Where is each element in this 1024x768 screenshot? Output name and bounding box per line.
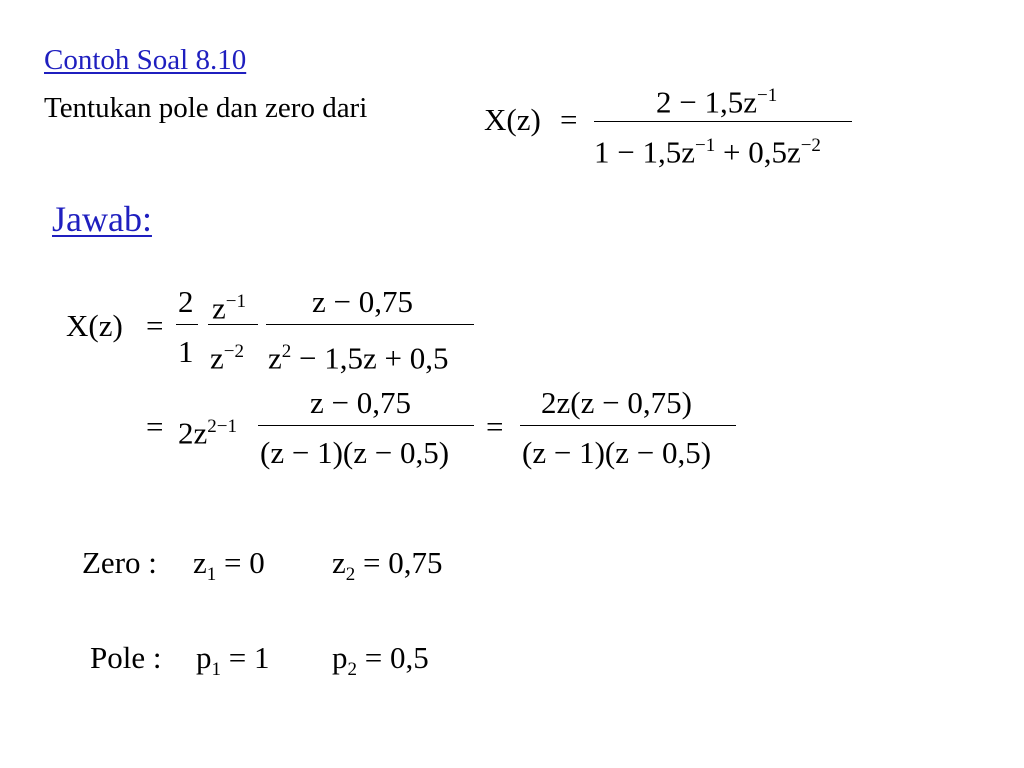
- problem-numerator: $2 - 1,5z^{-1}$: [656, 84, 778, 120]
- step1-fraction1-bar: [176, 324, 198, 325]
- step1-fraction3-num: z − 0,75: [312, 284, 413, 319]
- answer-label: Jawab:: [52, 199, 152, 239]
- pole-2: $p_2 = 0,5$: [332, 640, 429, 681]
- step1-equals: =: [146, 308, 164, 343]
- step1-fraction2-num: $z^{-1}$: [212, 290, 246, 326]
- step1-fraction2-den: $z^{-2}$: [210, 340, 244, 376]
- zero-2: $z_2 = 0,75$: [332, 545, 443, 586]
- pole-label: Pole :: [90, 640, 162, 675]
- step1-lhs: X(z): [66, 308, 123, 343]
- pole-1: $p_1 = 1$: [196, 640, 270, 681]
- step2-fraction2-num: 2z(z − 0,75): [541, 385, 692, 420]
- step1-fraction1-den: 1: [178, 334, 194, 369]
- step2-fraction2-den: (z − 1)(z − 0,5): [522, 435, 712, 470]
- problem-statement: Tentukan pole dan zero dari: [44, 92, 368, 124]
- step1-fraction2-bar: [208, 324, 258, 325]
- step2-fraction1-den: (z − 1)(z − 0,5): [260, 435, 450, 470]
- step2-fraction1-num: z − 0,75: [310, 385, 411, 420]
- step1-fraction1-num: 2: [178, 284, 194, 319]
- step2-fraction2-bar: [520, 425, 736, 426]
- problem-lhs: X(z): [484, 102, 541, 137]
- step1-fraction3-den: $z^2 - 1,5z + 0,5$: [268, 340, 449, 376]
- zero-1: $z_1 = 0$: [193, 545, 265, 586]
- problem-denominator: $1 - 1,5z^{-1} + 0,5z^{-2}$: [594, 134, 821, 170]
- zero-label: Zero :: [82, 545, 157, 580]
- example-title: Contoh Soal 8.10: [44, 44, 247, 76]
- problem-equals: =: [560, 102, 578, 137]
- step1-fraction3-bar: [266, 324, 474, 325]
- problem-fraction-bar: [594, 121, 852, 122]
- step2-equals: =: [146, 409, 164, 444]
- step2-fraction1-bar: [258, 425, 474, 426]
- step2-coefficient: $2z^{2-1}$: [178, 415, 237, 451]
- step2-equals-2: =: [486, 409, 504, 444]
